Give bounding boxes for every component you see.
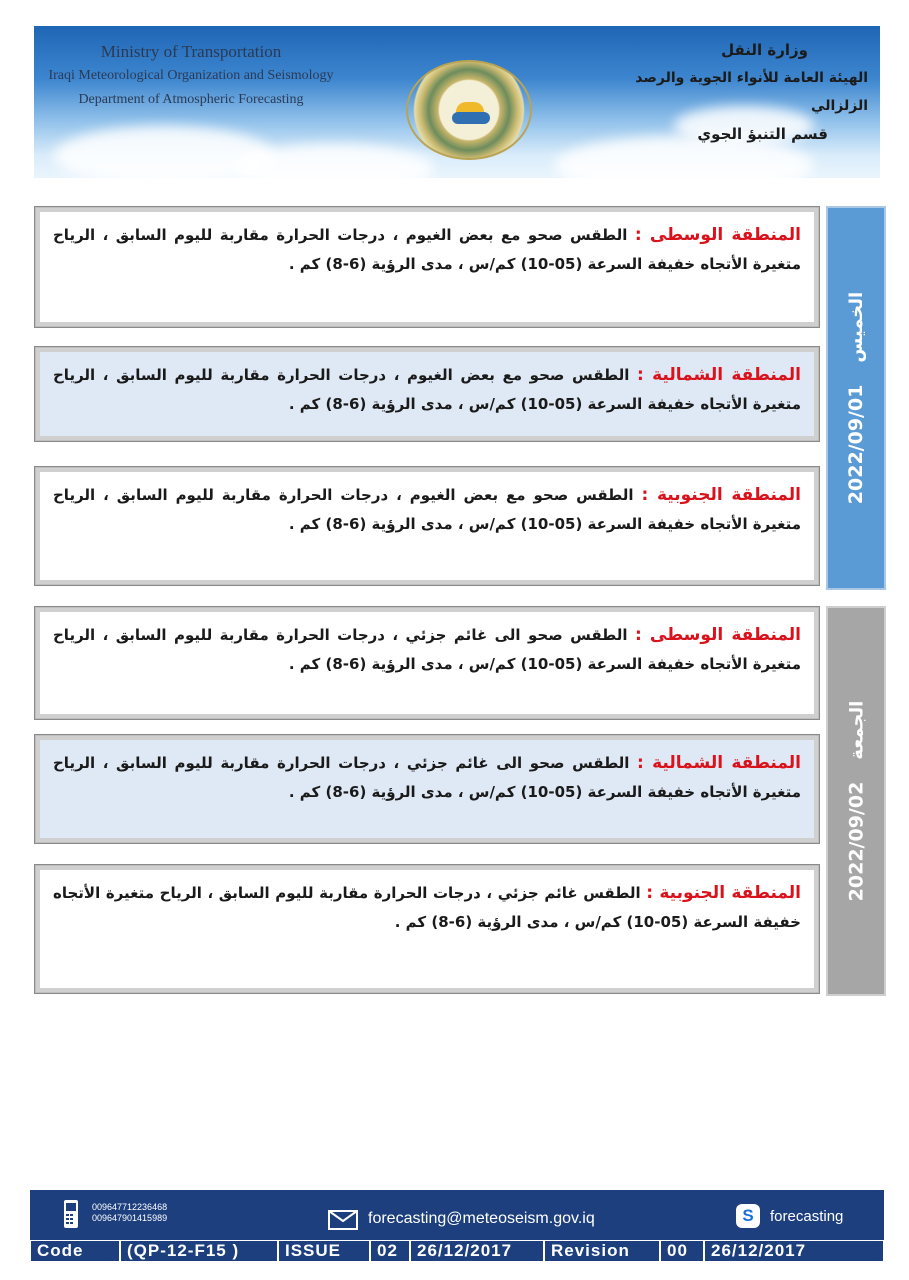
day-tab-2 <box>826 606 886 996</box>
issue-date: 26/12/2017 <box>410 1240 544 1262</box>
revision-number: 00 <box>660 1240 704 1262</box>
skype-icon: S <box>736 1204 760 1228</box>
forecast-text <box>53 749 801 807</box>
region-box <box>34 864 820 994</box>
phone-number-1: 009647712236468 <box>92 1202 168 1212</box>
region-name: المنطقة الجنوبية : <box>641 485 801 505</box>
region-box <box>34 206 820 328</box>
day-tab-1 <box>826 206 886 590</box>
skype-handle[interactable]: forecasting <box>770 1208 844 1225</box>
region-box <box>34 606 820 720</box>
logo-seal <box>406 60 532 160</box>
forecast-text <box>53 361 801 419</box>
region-forecast: الطقس صحو الى غائم جزئي ، درجات الحرارة مقاربة لليوم السابق ، الرياح متغيرة الأتجاه خفيفة السرعة (05-10) كم/س ، مدى الرؤية (6-8) كم . <box>53 626 801 673</box>
phone-icon <box>60 1198 82 1230</box>
ministry-name-en: Ministry of Transportation <box>100 42 282 61</box>
region-box <box>34 734 820 844</box>
phone-number-2: 009647901415989 <box>92 1213 168 1223</box>
department-name-ar: قسم التنبؤ الجوي <box>697 125 828 143</box>
region-forecast: الطقس صحو الى غائم جزئي ، درجات الحرارة مقاربة لليوم السابق ، الرياح متغيرة الأتجاه خفيفة السرعة (05-10) كم/س ، مدى الرؤية (6-8) كم . <box>53 754 801 801</box>
code-label: Code <box>30 1240 120 1262</box>
region-name: المنطقة الوسطى : <box>634 225 801 245</box>
code-value: (QP-12-F15 ) <box>120 1240 278 1262</box>
forecast-text <box>53 879 801 937</box>
revision-date: 26/12/2017 <box>704 1240 884 1262</box>
region-box <box>34 346 820 442</box>
phone-numbers <box>92 1202 167 1224</box>
day-name: الجمعة <box>845 700 867 760</box>
region-forecast: الطقس صحو مع بعض الغيوم ، درجات الحرارة مقاربة لليوم السابق ، الرياح متغيرة الأتجاه خفيفة السرعة (05-10) كم/س ، مدى الرؤية (6-8) كم . <box>53 486 801 533</box>
region-name: المنطقة الوسطى : <box>634 625 801 645</box>
region-forecast: الطقس صحو مع بعض الغيوم ، درجات الحرارة مقاربة لليوم السابق ، الرياح متغيرة الأتجاه خفيفة السرعة (05-10) كم/س ، مدى الرؤية (6-8) كم . <box>53 366 801 413</box>
ministry-name-ar: وزارة النقل <box>721 41 808 59</box>
day-name: الخميس <box>845 291 867 363</box>
forecast-text <box>53 621 801 679</box>
issue-number: 02 <box>370 1240 410 1262</box>
email-address[interactable]: forecasting@meteoseism.gov.iq <box>368 1210 595 1227</box>
department-name-en: Department of Atmospheric Forecasting <box>78 92 304 107</box>
forecast-text <box>53 221 801 279</box>
day-date: 2022/09/02 <box>845 781 867 902</box>
day-date: 2022/09/01 <box>845 384 867 505</box>
document-code-row <box>30 1240 884 1262</box>
issue-label: ISSUE <box>278 1240 370 1262</box>
mail-icon <box>328 1210 358 1230</box>
region-name: المنطقة الشمالية : <box>637 365 801 385</box>
region-forecast: الطقس غائم جزئي ، درجات الحرارة مقاربة لليوم السابق ، الرياح متغيرة الأتجاه خفيفة السرعة (05-10) كم/س ، مدى الرؤية (6-8) كم . <box>53 884 801 931</box>
header-banner <box>34 26 880 178</box>
header-arabic <box>608 36 868 148</box>
region-box <box>34 466 820 586</box>
region-forecast: الطقس صحو مع بعض الغيوم ، درجات الحرارة مقاربة لليوم السابق ، الرياح متغيرة الأتجاه خفيفة السرعة (05-10) كم/س ، مدى الرؤية (6-8) كم . <box>53 226 801 273</box>
region-name: المنطقة الشمالية : <box>637 753 801 773</box>
region-name: المنطقة الجنوبية : <box>646 883 801 903</box>
organization-name-en: Iraqi Meteorological Organization and Seismology <box>48 68 334 83</box>
revision-label: Revision <box>544 1240 660 1262</box>
footer <box>30 1190 884 1262</box>
header-english <box>46 40 336 112</box>
forecast-text <box>53 481 801 539</box>
organization-name-ar: الهيئة العامة للأنواء الجوية والرصد الزلزالي <box>635 70 868 114</box>
